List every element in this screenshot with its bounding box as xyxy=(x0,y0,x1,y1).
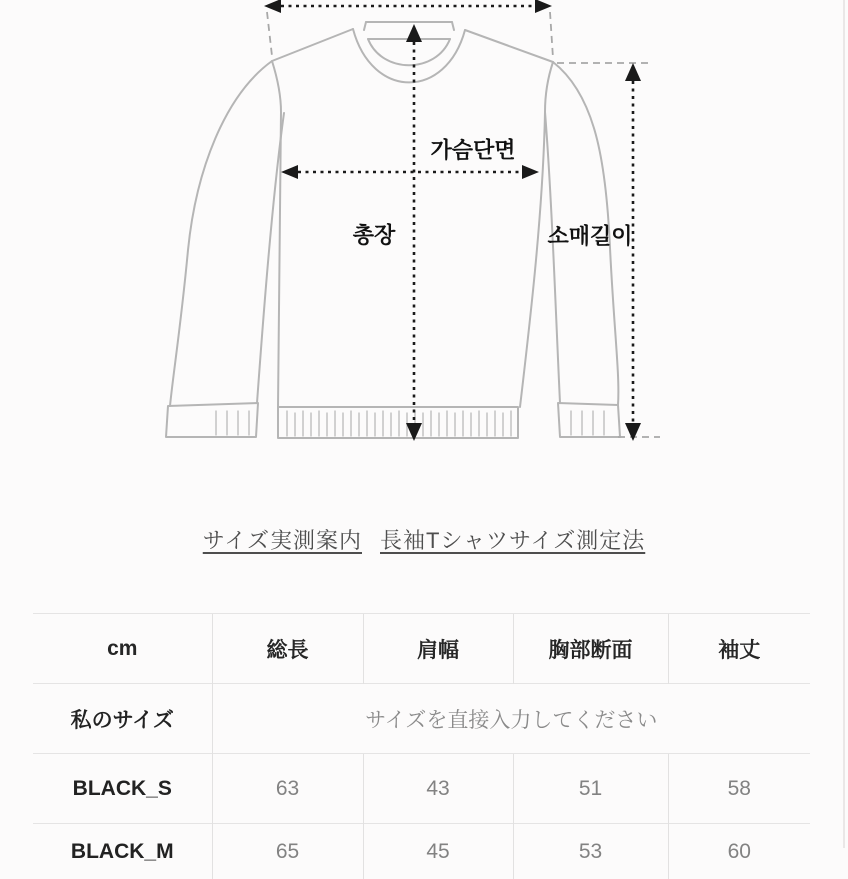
cell-sleeve-length: 58 xyxy=(668,754,810,824)
sleeve-arrowhead-top xyxy=(625,63,641,81)
sleeve-length-label: 소매길이 xyxy=(547,220,632,251)
row-label: BLACK_M xyxy=(33,824,212,879)
shoulder-arrowhead-right xyxy=(535,0,552,13)
table-row-black-s xyxy=(33,754,810,824)
cell-chest-width: 51 xyxy=(513,754,668,824)
header-total-length: 総長 xyxy=(212,614,363,684)
my-size-row xyxy=(33,684,810,754)
sleeve-arrowhead-bottom xyxy=(625,423,641,441)
cell-shoulder-width: 43 xyxy=(363,754,513,824)
chest-arrowhead-right xyxy=(522,165,539,179)
left-sleeve-outer xyxy=(170,61,272,406)
size-guide-heading xyxy=(0,524,848,555)
chest-arrowhead-left xyxy=(281,165,298,179)
row-label: BLACK_S xyxy=(33,754,212,824)
hem-ribs xyxy=(287,411,511,436)
size-table xyxy=(33,613,810,879)
right-sleeve-inner xyxy=(545,112,560,403)
header-shoulder-width: 肩幅 xyxy=(363,614,513,684)
chest-width-label: 가슴단면 xyxy=(430,134,515,165)
collar-side-ticks xyxy=(364,22,454,30)
cell-sleeve-length: 60 xyxy=(668,824,810,879)
right-shoulder-line xyxy=(465,30,553,62)
collar-inner-curve xyxy=(368,39,450,65)
shoulder-arrowhead-left xyxy=(264,0,281,13)
cell-shoulder-width: 45 xyxy=(363,824,513,879)
cell-total-length: 63 xyxy=(212,754,363,824)
cell-chest-width: 53 xyxy=(513,824,668,879)
size-guide-link-1[interactable]: サイズ実測案内 xyxy=(203,528,362,553)
header-sleeve-length: 袖丈 xyxy=(668,614,810,684)
right-shoulder-guide xyxy=(550,12,553,58)
right-cuff xyxy=(558,403,620,437)
body-left-edge xyxy=(272,61,281,407)
length-arrowhead-top xyxy=(406,24,422,42)
cell-total-length: 65 xyxy=(212,824,363,879)
total-length-label: 총장 xyxy=(353,219,396,250)
left-cuff xyxy=(166,403,258,437)
left-shoulder-line xyxy=(272,29,353,61)
header-cm: cm xyxy=(33,614,212,684)
header-chest-width: 胸部断面 xyxy=(513,614,668,684)
my-size-input-prompt[interactable]: サイズを直接入力してください xyxy=(212,684,810,754)
table-row-black-m-cropped xyxy=(33,824,810,879)
size-guide-link-2[interactable]: 長袖Tシャツサイズ測定法 xyxy=(380,528,645,553)
left-cuff-ribs xyxy=(216,411,249,435)
my-size-label: 私のサイズ xyxy=(33,684,212,754)
right-cuff-ribs xyxy=(571,411,604,435)
left-shoulder-guide xyxy=(267,12,272,56)
hem-band xyxy=(278,407,518,438)
size-table-header-row xyxy=(33,614,810,684)
